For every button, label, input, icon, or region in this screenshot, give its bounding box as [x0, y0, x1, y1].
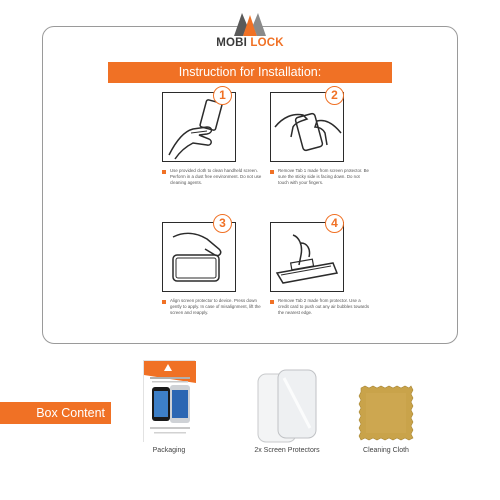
brand-name: MOBI LOCK: [216, 37, 284, 49]
screen-protectors-image: [256, 368, 318, 444]
step-3-bullet: [162, 300, 166, 304]
instruction-title: Instruction for Installation:: [108, 62, 392, 83]
packaging-image: [143, 360, 195, 442]
box-content-title: Box Content: [0, 402, 111, 424]
step-3-number: 3: [213, 214, 232, 233]
step-4-text: Remove Tab 2 made from protector. Use a credit card to push out any air bubbles towards the nearest edge.: [278, 298, 370, 315]
step-1-number: 1: [213, 86, 232, 105]
step-1-bullet: [162, 170, 166, 174]
packaging-label: Packaging: [152, 447, 186, 454]
cleaning-cloth-label: Cleaning Cloth: [363, 447, 409, 454]
step-2-number: 2: [325, 86, 344, 105]
cleaning-cloth-image: [358, 385, 414, 441]
brand-logo: [205, 10, 295, 52]
step-3-text: Align screen protector to device. Press down gently to apply. In case of misalignment, lift the screen and reapply.: [170, 298, 261, 315]
step-2-bullet: [270, 170, 274, 174]
step-4-number: 4: [325, 214, 344, 233]
screen-protectors-label: 2x Screen Protectors: [254, 447, 320, 454]
step-1-text: Use provided cloth to clean handheld screen. Perform in a dust free environment. Do not use cleaning agents.: [170, 168, 262, 185]
step-4-bullet: [270, 300, 274, 304]
mobilock-logo-icon: [232, 10, 268, 36]
step-2-text: Remove Tab 1 made from screen protector. Be sure the sticky side is facing down. Do not touch with your fingers.: [278, 168, 369, 185]
